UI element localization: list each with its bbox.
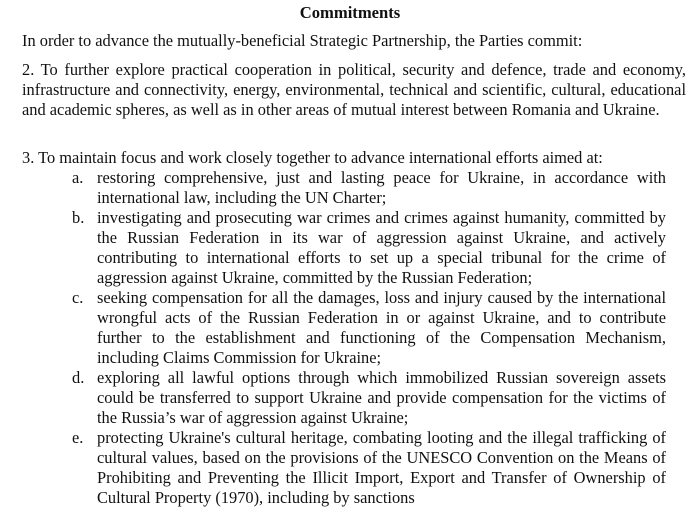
paragraph-2 [22, 60, 686, 120]
paragraph-text: To further explore practical cooperation in political, security and defence, trade and economy, infrastructure and connectivity, energy, environmental, technical and scientific, cultural, educational and academic spheres, as well as in other areas of mutual interest between Romania and Ukraine. [22, 60, 686, 119]
list-item-text: seeking compensation for all the damages, loss and injury caused by the international wrongful acts of the Russian Federation in or against Ukraine, and to contribute further to the establishment and functioning of the Compensation Mechanism, including Claims Commission for Ukraine; [97, 288, 666, 367]
list-marker: b. [72, 208, 85, 227]
paragraph-number: 2. [22, 60, 35, 79]
list-item [0, 208, 666, 288]
paragraph-3 [22, 148, 686, 168]
list-marker: d. [72, 368, 85, 387]
list-marker: e. [72, 428, 84, 447]
paragraph-number: 3. [22, 148, 35, 167]
section-heading: Commitments [299, 3, 401, 22]
list-item-text: exploring all lawful options through which immobilized Russian sovereign assets could be transferred to support Ukraine and provide compensation for the victims of the Russia’s war of aggression against Ukraine; [97, 368, 666, 427]
list-marker: c. [72, 288, 84, 307]
list-item-text: investigating and prosecuting war crimes and crimes against humanity, committed by the Russian Federation in its war of aggression against Ukraine, and actively contributing to international efforts to set up a special tribunal for the crime of aggression against Ukraine, committed by the Russian Federation; [97, 208, 666, 287]
commitment-sublist [0, 168, 700, 508]
list-marker: a. [72, 168, 84, 187]
paragraph-text: To maintain focus and work closely together to advance international efforts aimed at: [38, 148, 603, 167]
list-item [0, 168, 666, 208]
list-item [0, 288, 666, 368]
list-item-text: protecting Ukraine's cultural heritage, combating looting and the illegal trafficking of cultural values, based on the provisions of the UNESCO Convention on the Means of Prohibiting and Preventing the Illicit Import, Export and Transfer of Ownership of Cultural Property (1970), including by sanctions [97, 428, 666, 507]
intro-paragraph: In order to advance the mutually-beneficial Strategic Partnership, the Parties commit: [22, 31, 583, 50]
list-item [0, 428, 666, 508]
list-item-text: restoring comprehensive, just and lasting peace for Ukraine, in accordance with international law, including the UN Charter; [97, 168, 666, 207]
list-item [0, 368, 666, 428]
